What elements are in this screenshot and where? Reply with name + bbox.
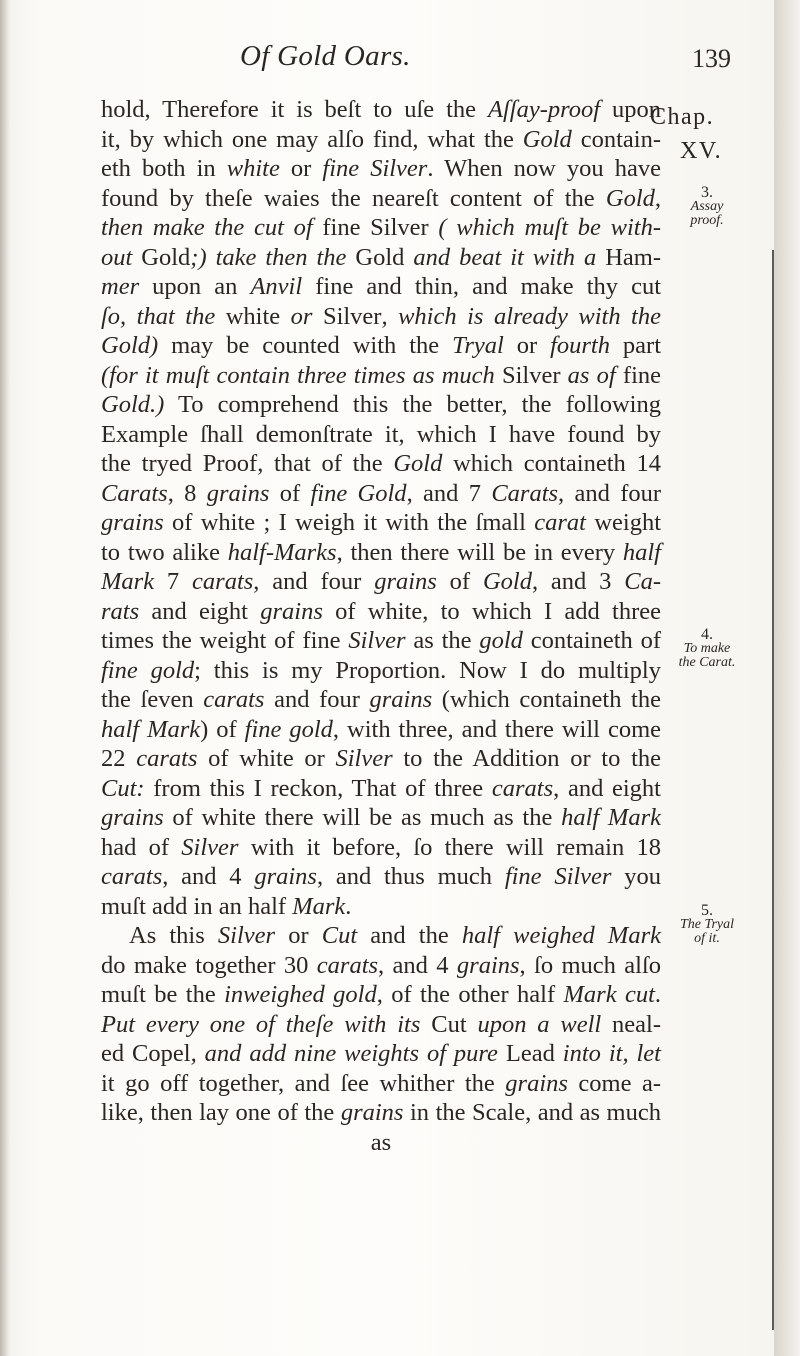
- text-segment: in the Scale, and as much: [403, 1099, 661, 1126]
- margin-note-assay-proof: [675, 186, 739, 228]
- italic-term: gold: [479, 627, 523, 654]
- italic-term: rats: [101, 597, 140, 625]
- text-segment: containeth of: [522, 627, 661, 654]
- text-segment: the tryed Proof, that of the: [101, 450, 394, 477]
- italic-term: grains: [369, 686, 433, 713]
- text-segment: , and thus much: [316, 863, 505, 890]
- italic-term: Aſſay-proof: [488, 96, 601, 123]
- italic-term: Cut:: [101, 774, 145, 802]
- italic-term: Mark: [101, 568, 155, 595]
- text-segment: Silver: [501, 361, 561, 389]
- text-segment: 7: [154, 568, 193, 595]
- text-segment: (which containeth the: [432, 686, 661, 713]
- italic-term: inweighed gold: [224, 981, 377, 1008]
- italic-term: Silver: [181, 833, 239, 861]
- text-segment: Gold: [355, 243, 405, 271]
- italic-term: fine gold: [244, 715, 333, 743]
- text-line: [101, 1039, 661, 1069]
- text-segment: neal-: [612, 1010, 661, 1038]
- text-segment: ed Copel: [101, 1040, 191, 1067]
- text-line: [101, 243, 661, 273]
- margin-note-number: 4.: [701, 626, 713, 643]
- italic-term: grains: [101, 804, 164, 831]
- text-line: [101, 685, 661, 715]
- text-segment: part: [609, 332, 661, 359]
- text-segment: Silver: [322, 302, 382, 330]
- italic-term: then make the cut of: [101, 214, 323, 241]
- text-segment: white: [225, 302, 281, 330]
- italic-term: mer: [101, 273, 140, 300]
- text-segment: you: [611, 863, 661, 890]
- text-segment: hold, Therefore it is beſt to uſe the: [101, 96, 488, 123]
- italic-term: white: [226, 155, 280, 182]
- gutter-shadow: [0, 0, 10, 1356]
- italic-term: Put every one of theſe with its: [101, 1010, 432, 1038]
- text-segment: of white there will be as much as the: [163, 804, 562, 831]
- italic-term: Gold.): [101, 391, 165, 418]
- text-segment: it, by which one may alſo find, what the: [101, 125, 523, 153]
- text-segment: and four: [264, 686, 370, 713]
- italic-term: grains: [101, 509, 164, 536]
- italic-term: Ca-: [624, 568, 662, 595]
- text-line: [101, 1069, 661, 1099]
- text-line: [101, 302, 661, 332]
- italic-term: fine Gold: [310, 479, 407, 507]
- text-segment: , 8: [167, 479, 207, 507]
- margin-note-number: 5.: [701, 902, 713, 919]
- text-segment: . When now you have: [427, 155, 661, 182]
- text-segment: 22: [101, 745, 137, 772]
- text-line: [101, 272, 661, 302]
- text-segment: come a-: [567, 1069, 661, 1097]
- text-line: [101, 744, 661, 774]
- text-segment: fine Silver: [322, 214, 429, 241]
- text-segment: of: [269, 479, 311, 507]
- text-segment: and the: [357, 922, 462, 949]
- text-line: [101, 420, 661, 450]
- italic-term: Tryal: [452, 332, 504, 359]
- italic-term: grains: [260, 597, 323, 625]
- italic-term: half: [622, 538, 661, 566]
- text-segment: of white, to which I add three: [322, 597, 661, 625]
- italic-term: Gold: [393, 450, 443, 477]
- text-segment: ; this is my Proportion. Now I do multiply: [194, 656, 661, 684]
- text-segment: with it before, ſo there will remain 18: [238, 833, 661, 861]
- text-line: [101, 95, 661, 125]
- text-segment: fine: [622, 361, 661, 389]
- text-segment: weight: [585, 509, 661, 536]
- text-segment: found by theſe waies the neareſt content of the: [101, 184, 606, 212]
- text-line: [101, 331, 661, 361]
- italic-term: carat: [534, 509, 586, 536]
- italic-term: half Mark: [101, 715, 201, 743]
- text-segment: , and 4: [162, 863, 255, 890]
- text-segment: muſt be the: [101, 981, 225, 1008]
- text-segment: of: [436, 568, 483, 595]
- italic-term: grains: [456, 951, 520, 979]
- italic-term: half Mark: [561, 804, 661, 831]
- italic-term: and beat it with a: [404, 243, 606, 271]
- text-segment: the ſeven: [101, 686, 204, 713]
- italic-term: carats: [203, 686, 265, 713]
- page-edge-shadow: [774, 0, 800, 1356]
- text-segment: .: [345, 892, 352, 920]
- italic-term: Silver: [335, 745, 393, 772]
- text-segment: , and 3: [531, 568, 625, 595]
- text-line: [101, 921, 661, 951]
- text-segment: , and four: [558, 479, 662, 507]
- italic-term: Gold: [522, 125, 572, 153]
- italic-term: carats: [316, 951, 379, 979]
- text-line: [101, 154, 661, 184]
- text-segment: of white ; I weigh it with the ſmall: [163, 509, 535, 536]
- text-line: [101, 125, 661, 155]
- text-segment: muſt add in an half: [101, 892, 293, 920]
- text-segment: do make together 30: [101, 951, 317, 979]
- text-line: [101, 626, 661, 656]
- italic-term: fine Silver: [504, 863, 612, 890]
- text-segment: and eight: [139, 597, 261, 625]
- text-segment: upon an: [139, 273, 251, 300]
- text-line: [101, 1128, 661, 1158]
- italic-term: Gold: [482, 568, 532, 595]
- text-line: [101, 567, 661, 597]
- text-line: [101, 361, 661, 391]
- text-segment: to two alike: [101, 538, 228, 566]
- margin-note-text: The Tryal of it.: [679, 917, 735, 946]
- italic-term: Gold: [605, 184, 655, 212]
- italic-term: Silver: [217, 922, 276, 949]
- text-segment: ,: [654, 184, 661, 212]
- italic-term: carats: [491, 774, 554, 802]
- text-segment: contain-: [571, 125, 661, 153]
- text-line: [101, 538, 661, 568]
- text-line: [101, 803, 661, 833]
- text-line: [101, 833, 661, 863]
- text-line: [101, 774, 661, 804]
- text-line: [101, 892, 661, 922]
- text-line: [101, 715, 661, 745]
- text-segment: had of: [101, 833, 182, 861]
- italic-term: grains: [340, 1099, 404, 1126]
- text-segment: Lead: [505, 1040, 555, 1067]
- text-segment: To comprehend this the better, the following: [164, 391, 661, 418]
- italic-term: Carats: [101, 479, 168, 507]
- italic-term: carats: [101, 863, 163, 890]
- italic-term: ;) take then the: [190, 243, 356, 271]
- page-edge-line: [772, 250, 774, 1330]
- italic-term: Anvil: [250, 273, 303, 300]
- chapter-label: Chap.: [650, 104, 715, 130]
- text-segment: or: [275, 922, 322, 949]
- text-segment: which containeth 14: [442, 450, 661, 477]
- italic-term: Cut: [321, 922, 358, 949]
- text-segment: , and 4: [378, 951, 457, 979]
- text-segment: of white or: [197, 745, 336, 772]
- text-segment: Example ſhall demonſtrate it, which I have found by: [101, 420, 661, 448]
- italic-term: upon a well: [466, 1010, 613, 1038]
- text-line: [101, 508, 661, 538]
- body-text: [101, 95, 661, 1157]
- text-line: [101, 1010, 661, 1040]
- text-line: [101, 184, 661, 214]
- text-line: [101, 479, 661, 509]
- text-segment: times the weight of fine: [101, 627, 349, 654]
- italic-term: Silver: [348, 627, 406, 654]
- italic-term: carats: [136, 745, 198, 772]
- page-number: 139: [692, 44, 731, 73]
- italic-term: or: [280, 302, 323, 330]
- margin-note-text: Assay proof.: [690, 199, 724, 228]
- text-segment: , ſo much alſo: [519, 951, 661, 979]
- margin-note-text: To make the Carat.: [678, 641, 736, 670]
- text-segment: .: [654, 981, 661, 1008]
- margin-note-number: 3.: [701, 184, 713, 201]
- italic-term: carats: [192, 568, 254, 595]
- italic-term: ( which muſt be with-: [428, 214, 661, 241]
- italic-term: out: [101, 243, 142, 271]
- italic-term: fine Silver: [322, 155, 428, 182]
- italic-term: Carats: [491, 479, 559, 507]
- text-line: [101, 951, 661, 981]
- text-segment: Gold: [141, 243, 191, 271]
- text-segment: or: [503, 332, 551, 359]
- text-segment: upon: [600, 96, 661, 123]
- italic-term: Gold): [101, 332, 159, 359]
- text-segment: it go off together, and ſee whither the: [101, 1069, 506, 1097]
- italic-term: Mark: [292, 892, 346, 920]
- italic-term: grains: [374, 568, 437, 595]
- text-segment: to the Addition or to the: [392, 745, 661, 772]
- text-segment: or: [279, 155, 323, 182]
- text-segment: As this: [129, 922, 218, 949]
- text-segment: eth both in: [101, 155, 227, 182]
- chapter-number: XV.: [680, 138, 723, 164]
- text-segment: like, then lay one of the: [101, 1099, 341, 1126]
- italic-term: into it, let: [554, 1040, 661, 1067]
- text-line: [101, 656, 661, 686]
- running-title: Of Gold Oars.: [240, 40, 411, 72]
- text-segment: Cut: [431, 1010, 467, 1038]
- text-segment: , then there will be in every: [336, 538, 623, 566]
- italic-term: fine gold: [101, 656, 195, 684]
- text-segment: fine and thin, and make thy cut: [302, 273, 661, 300]
- italic-term: ſo, that the: [101, 302, 226, 330]
- text-line: [101, 390, 661, 420]
- text-line: [101, 862, 661, 892]
- text-segment: as the: [405, 627, 480, 654]
- text-segment: , with three, and there will come: [332, 715, 661, 743]
- text-line: [101, 597, 661, 627]
- text-line: [101, 449, 661, 479]
- italic-term: fourth: [550, 332, 610, 359]
- italic-term: grains: [505, 1069, 568, 1097]
- text-line: [101, 213, 661, 243]
- text-segment: from this I reckon, That of three: [144, 774, 492, 802]
- text-segment: , and eight: [553, 774, 661, 802]
- italic-term: grains: [206, 479, 270, 507]
- text-segment: ) of: [200, 715, 245, 743]
- margin-note-make-carat: [675, 628, 739, 670]
- italic-term: grains: [254, 863, 317, 890]
- italic-term: , and add nine weights of pure: [190, 1040, 506, 1067]
- text-segment: , of the other half: [376, 981, 564, 1008]
- text-line: [101, 980, 661, 1010]
- italic-term: half-Marks: [227, 538, 337, 566]
- italic-term: (for it muſt contain three times as much: [101, 361, 502, 389]
- margin-note-tryal: [675, 904, 739, 946]
- text-segment: , and 7: [406, 479, 492, 507]
- text-line: [101, 1098, 661, 1128]
- italic-term: as of: [560, 361, 623, 389]
- italic-term: Mark cut: [563, 981, 655, 1008]
- text-segment: as: [370, 1128, 392, 1156]
- italic-term: half weighed Mark: [461, 922, 661, 949]
- text-segment: may be counted with the: [158, 332, 453, 359]
- text-segment: Ham-: [605, 243, 661, 271]
- italic-term: , which is already with the: [381, 302, 661, 330]
- text-segment: , and four: [253, 568, 375, 595]
